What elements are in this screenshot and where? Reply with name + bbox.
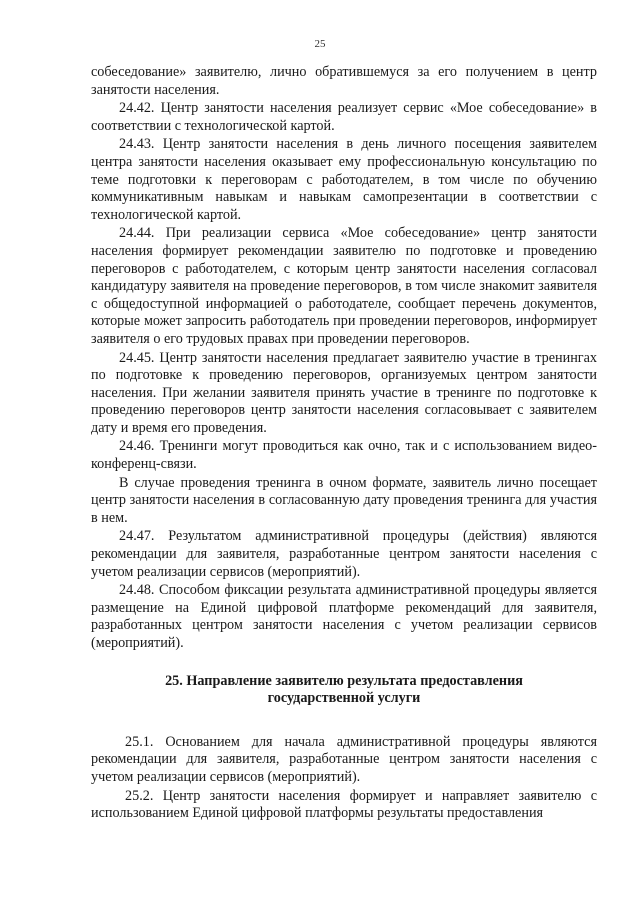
- paragraph-24-47: 24.47. Результатом административной процедуры (действия) являются рекомендации для заявителя, разработанные центром занятости населения с учетом реализации сервисов (мероприятий).: [91, 528, 597, 580]
- paragraph-training-format: В случае проведения тренинга в очном формате, заявитель лично посещает центр занятости населения в согласованную дату проведения тренинга для участия в нем.: [91, 474, 597, 526]
- document-body: [91, 64, 597, 824]
- paragraph-24-45: 24.45. Центр занятости населения предлагает заявителю участие в тренингах по подготовке к проведению переговоров, организуемых центром занятости населения. При желании заявителя принять участие в тренинге по подготовке к проведению переговоров центр занятости населения согласовывает с заявителем дату и время его проведения.: [91, 349, 597, 436]
- paragraph-25-1: 25.1. Основанием для начала административной процедуры являются рекомендации для заявителя, разработанные центром занятости населения с учетом реализации сервисов (мероприятий).: [91, 733, 597, 785]
- section-heading: 25. Направление заявителю результата предоставления государственной услуги: [165, 672, 523, 707]
- paragraph-24-46: 24.46. Тренинги могут проводиться как очно, так и с использованием видео-конференц-связи.: [91, 438, 597, 473]
- paragraph-24-43: 24.43. Центр занятости населения в день личного посещения заявителем центра занятости населения оказывает ему профессиональную консультацию по теме подготовки к переговорам с работодателем, в том числе по обучению коммуникативным навыкам и навыкам самопрезентации в соответствии с технологической картой.: [91, 136, 597, 223]
- page-number: 25: [314, 38, 326, 50]
- paragraph-24-48: 24.48. Способом фиксации результата административной процедуры является размещение на Единой цифровой платформе рекомендаций для заявителя, разработанных центром занятости населения с учетом реализации сервисов (мероприятий).: [91, 582, 597, 651]
- paragraph-25-2: 25.2. Центр занятости населения формирует и направляет заявителю с использованием Единой цифровой платформы результаты предоставления: [91, 787, 597, 822]
- paragraph: собеседование» заявителю, лично обратившемуся за его получением в центр занятости населения.: [91, 64, 597, 98]
- paragraph-24-44: 24.44. При реализации сервиса «Мое собеседование» центр занятости населения формирует рекомендации заявителю по подготовке и проведению переговоров с работодателем, с которым центр занятости населения согласовал кандидатуру заявителя на проведение переговоров, в том числе знакомит заявителя с общедоступной информацией о работодателе, сообщает перечень документов, которые может запросить работодатель при проведении переговоров, информирует заявителя о его трудовых правах при проведении переговоров.: [91, 225, 597, 347]
- paragraph-24-42: 24.42. Центр занятости населения реализует сервис «Мое собеседование» в соответствии с технологической картой.: [91, 100, 597, 134]
- spacer: [91, 708, 597, 734]
